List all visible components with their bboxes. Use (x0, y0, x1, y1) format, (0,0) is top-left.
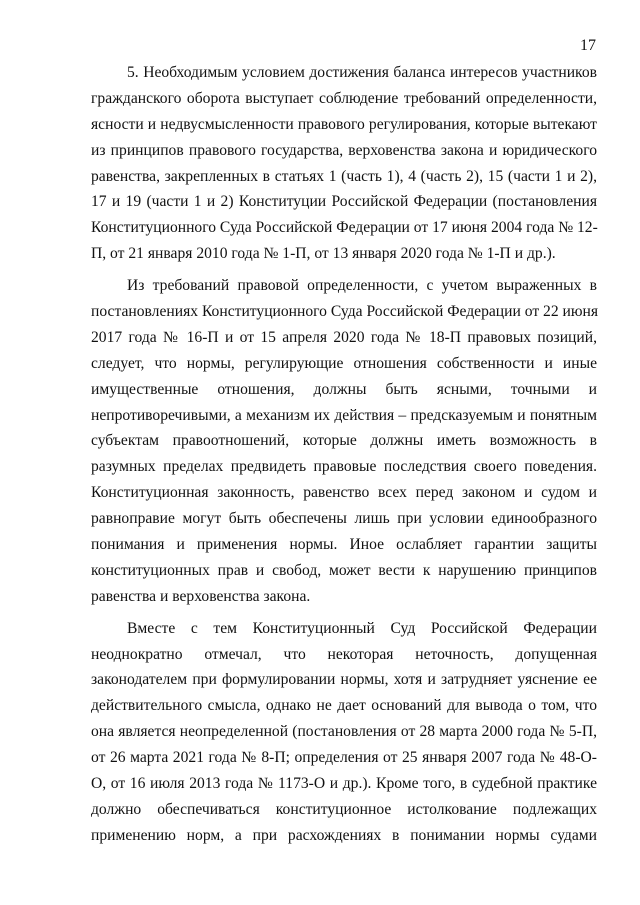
text-line: неоднократно отмечал, что некоторая неточность, допущенная (91, 645, 597, 663)
text-line: постановлениях Конституционного Суда Российской Федерации от 22 июня (91, 303, 599, 321)
text-line: понимания и применения нормы. Иное ослабляет гарантии защиты (91, 536, 597, 554)
text-line: равенства, закрепленных в статьях 1 (часть 1), 4 (часть 2), 15 (части 1 и 2), (91, 167, 597, 185)
text-line: конституционных прав и свобод, может вести к нарушению принципов (91, 561, 597, 579)
text-line: 5. Необходимым условием достижения баланса интересов участников (127, 64, 597, 81)
text-line: разумных пределах предвидеть правовые последствия своего поведения. (91, 458, 597, 476)
text-line: гражданского оборота выступает соблюдение требований определенности, (91, 89, 597, 107)
text-line: равенства и верховенства закона. (91, 587, 311, 605)
text-line: применению норм, а при расхождениях в понимании нормы судами (91, 826, 597, 844)
text-line: действительного смысла, однако не дает оснований для вывода о том, что (91, 697, 597, 715)
text-line: она является неопределенной (постановления от 28 марта 2000 года № 5-П, (91, 723, 597, 741)
text-line: О, от 16 июля 2013 года № 1173-О и др.). Кроме того, в судебной практике (91, 775, 597, 793)
text-line: от 26 марта 2021 года № 8-П; определения от 25 января 2007 года № 48-О- (91, 749, 597, 767)
text-line: Из требований правовой определенности, с учетом выраженных в (127, 277, 597, 295)
text-line: субъектам правоотношений, которые должны иметь возможность в (91, 432, 597, 450)
paragraph (91, 616, 597, 849)
text-line: 17 и 19 (части 1 и 2) Конституции Российской Федерации (постановления (91, 193, 597, 211)
text-line: законодателем при формулировании нормы, хотя и затрудняет уяснение ее (91, 671, 597, 689)
text-line: Конституционного Суда Российской Федерации от 17 июня 2004 года № 12- (91, 219, 598, 237)
text-line: Вместе с тем Конституционный Суд Российской Федерации (127, 619, 597, 637)
text-line: из принципов правового государства, верховенства закона и юридического (91, 141, 597, 159)
paragraph (91, 273, 597, 610)
text-line: П, от 21 января 2010 года № 1-П, от 13 января 2020 года № 1-П и др.). (91, 245, 556, 263)
page-number: 17 (580, 37, 596, 54)
text-line: ясности и недвусмысленности правового регулирования, которые вытекают (91, 115, 597, 133)
document-body (91, 60, 597, 849)
text-line: равноправие могут быть обеспечены лишь при условии единообразного (91, 510, 597, 528)
text-line: непротиворечивыми, а механизм их действия – предсказуемым и понятным (91, 406, 597, 424)
text-line: имущественные отношения, должны быть ясными, точными и (91, 380, 597, 398)
text-line: 2017 года № 16-П и от 15 апреля 2020 года № 18-П правовых позиций, (91, 328, 597, 346)
text-line: должно обеспечиваться конституционное истолкование подлежащих (91, 800, 597, 818)
text-line: следует, что нормы, регулирующие отношения собственности и иные (91, 354, 597, 372)
text-line: Конституционная законность, равенство всех перед законом и судом и (91, 484, 597, 502)
paragraph (91, 60, 597, 267)
